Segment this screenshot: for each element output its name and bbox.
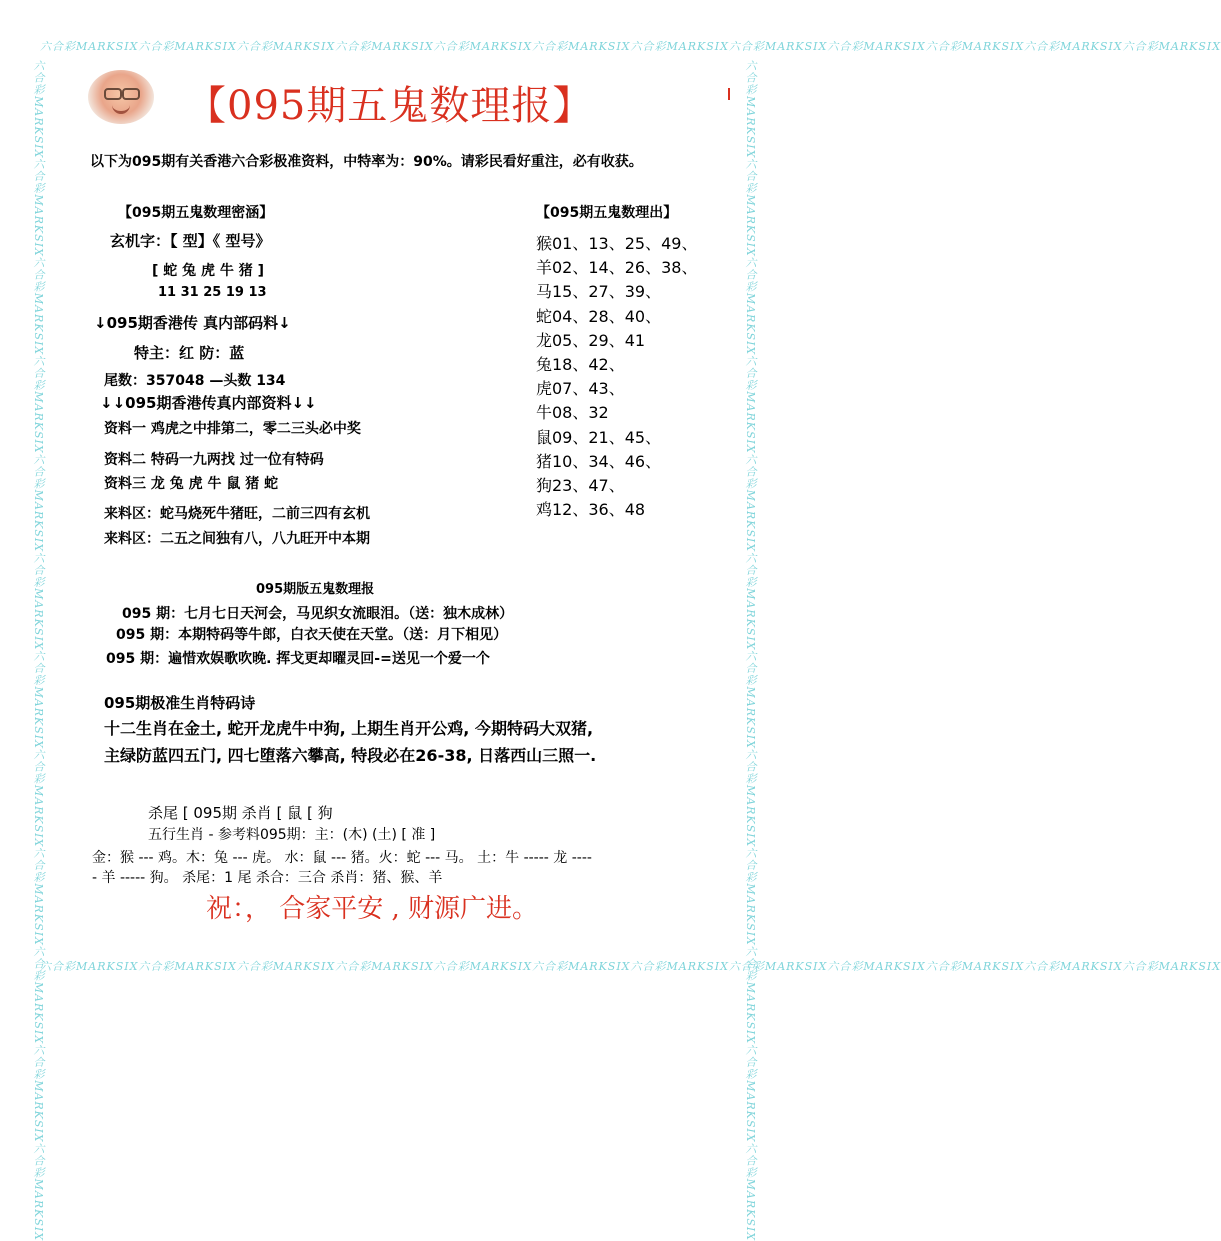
ziliao-3: 资料三 龙 兔 虎 牛 鼠 猪 蛇 <box>104 476 279 492</box>
list-item: 猪10、34、46、 <box>536 451 662 471</box>
elements-line-1: 金：猴 --- 鸡。木：兔 --- 虎。 水：鼠 --- 猪。火：蛇 --- 马。 土：牛 ----- 龙 ---- <box>92 850 592 866</box>
list-item: 猴01、13、25、49、 <box>536 234 698 253</box>
watermark-border-bottom: 六合彩MARKSIX六合彩MARKSIX六合彩MARKSIX六合彩MARKSIX六合彩MARKSIX六合彩MARKSIX六合彩MARKSIX六合彩MARKSIX六合彩MARKSIX六合彩MARKSIX六合彩MARKSIX六合彩MARKSIX <box>40 960 1221 973</box>
right-heading: 【095期五鬼数理出】 <box>536 205 678 221</box>
watermark-border-right: 六合彩MARKSIX六合彩MARKSIX六合彩MARKSIX六合彩MARKSIX六合彩MARKSIX六合彩MARKSIX六合彩MARKSIX六合彩MARKSIX六合彩MARKSIX六合彩MARKSIX六合彩MARKSIX六合彩MARKSIX <box>744 60 757 1241</box>
mid-line-2: 095 期：本期特码等牛郎，白衣天使在天堂。（送：月下相见） <box>116 627 508 643</box>
red-mark <box>728 88 730 100</box>
list-item: 牛08、32 <box>536 403 609 423</box>
shawei-text: 杀尾 [ 095期 杀肖 [ 鼠 [ 狗 <box>148 804 333 822</box>
avatar <box>88 70 154 124</box>
tezhu-text: 特主：红 防：蓝 <box>134 344 245 362</box>
intro-text: 以下为095期有关香港六合彩极准资料，中特率为：90%。请彩民看好重注，必有收获。 <box>90 154 643 170</box>
xuanji-text: 玄机字：【 型】《 型号》 <box>110 232 271 250</box>
page-title: 【095期五鬼数理报】 <box>186 83 594 129</box>
list-item: 龙05、29、41 <box>536 330 646 350</box>
mid-subheading: 095期版五鬼数理报 <box>256 582 375 597</box>
list-item: 虎07、43、 <box>536 379 625 399</box>
smile-icon <box>112 104 130 114</box>
list-item: 狗23、47、 <box>536 476 625 496</box>
elements-line-2: - 羊 ----- 狗。 杀尾：1 尾 杀合：三合 杀肖：猪、猴、羊 <box>92 870 443 886</box>
numbers-text: 11 31 25 19 13 <box>158 285 267 300</box>
glasses-right-icon <box>122 88 140 100</box>
poem-line-2: 主绿防蓝四五门, 四七堕落六攀高, 特段必在26-38, 日落西山三照一. <box>104 746 597 765</box>
list-item: 羊02、14、26、38、 <box>536 258 698 278</box>
wuxing-text: 五行生肖 - 参考料095期：主：(木) (土) [ 准 ] <box>148 827 436 843</box>
laiqu-2: 来料区：二五之间独有八，八九旺开中本期 <box>104 531 370 547</box>
animals-text: [ 蛇 兔 虎 牛 猪 ] <box>152 263 265 279</box>
poem-line-1: 十二生肖在金土, 蛇开龙虎牛中狗, 上期生肖开公鸡, 今期特码大双猪, <box>104 719 594 738</box>
ziliao-1: 资料一 鸡虎之中排第二，零二三头必中奖 <box>104 421 361 437</box>
laiqu-1: 来料区：蛇马烧死牛猪旺，二前三四有玄机 <box>104 506 370 522</box>
glasses-left-icon <box>104 88 122 100</box>
list-item: 蛇04、28、40、 <box>536 306 662 326</box>
watermark-border-top: 六合彩MARKSIX六合彩MARKSIX六合彩MARKSIX六合彩MARKSIX六合彩MARKSIX六合彩MARKSIX六合彩MARKSIX六合彩MARKSIX六合彩MARKSIX六合彩MARKSIX六合彩MARKSIX六合彩MARKSIX <box>40 40 1221 53</box>
mid-line-1: 095 期：七月七日天河会，马见织女流眼泪。（送：独木成林） <box>122 606 514 622</box>
hk-heading-2: ↓↓095期香港传真内部资料↓↓ <box>100 394 317 412</box>
list-item: 鸡12、36、48 <box>536 500 646 520</box>
mid-line-3: 095 期：遍惜欢娱歌吹晚. 挥戈更却曜灵回-=送见一个爱一个 <box>106 651 490 667</box>
hk-heading: ↓095期香港传 真内部码料↓ <box>94 314 291 332</box>
wish-text: 祝：， 合家平安 , 财源广进。 <box>206 894 539 924</box>
weishu-text: 尾数：357048 —头数 134 <box>104 373 286 389</box>
poem-heading: 095期极准生肖特码诗 <box>104 694 256 712</box>
watermark-border-left: 六合彩MARKSIX六合彩MARKSIX六合彩MARKSIX六合彩MARKSIX六合彩MARKSIX六合彩MARKSIX六合彩MARKSIX六合彩MARKSIX六合彩MARKSIX六合彩MARKSIX六合彩MARKSIX六合彩MARKSIX <box>32 60 45 1241</box>
list-item: 马15、27、39、 <box>536 282 662 302</box>
list-item: 鼠09、21、45、 <box>536 427 662 447</box>
left-heading: 【095期五鬼数理密涵】 <box>118 205 274 221</box>
list-item: 兔18、42、 <box>536 355 625 375</box>
zodiac-number-list <box>536 232 697 522</box>
ziliao-2: 资料二 特码一九两找 过一位有特码 <box>104 452 324 468</box>
